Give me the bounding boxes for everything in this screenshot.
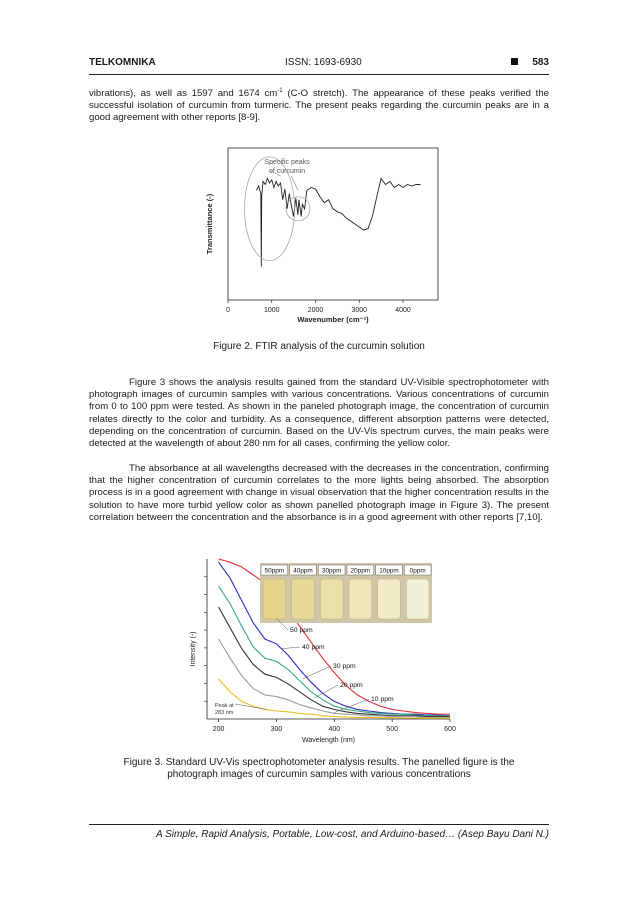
figure-3-caption-line-1: Figure 3. Standard UV-Vis spectrophotometer analysis results. The panelled figure is the <box>123 757 515 768</box>
x-tick-label: 500 <box>386 726 398 733</box>
figure-2-caption: Figure 2. FTIR analysis of the curcumin solution <box>213 341 425 352</box>
x-tick-label: 200 <box>212 726 225 733</box>
square-bullet-icon <box>511 58 518 65</box>
paragraph-1 <box>89 88 549 125</box>
x-tick-label: 600 <box>444 726 456 733</box>
x-tick-label: 3000 <box>351 307 368 314</box>
curve-label: 20 ppm <box>340 682 363 689</box>
sample-vial <box>263 579 286 619</box>
x-tick-label: 1000 <box>263 307 280 314</box>
page-number-group <box>511 57 549 68</box>
figure-3-caption <box>89 757 549 780</box>
plot-frame <box>228 148 438 300</box>
issn: ISSN: 1693-6930 <box>285 57 362 68</box>
sample-vial <box>406 579 429 619</box>
paragraph-3: The absorbance at all wavelengths decreased with the decreases in the concentration, confirming that the higher concentration of curcumin correlates to the more lights being absorbed. The absorption process is in a good agreement with change in visual observation that the higher concentration results in the solution to have more turbid yellow color as shown panelled photograph image in Figure 3). The present correlation between the concentration and the absorbance is in a good agreement with other reports [7,10]. <box>89 463 549 523</box>
page-number: 583 <box>532 57 549 68</box>
vial-label: 0ppm <box>409 567 426 575</box>
peak-note-line-1: Peak at <box>215 703 234 709</box>
peak-note-line-2: 283 nm <box>215 710 234 716</box>
curve-label: 50 ppm <box>290 627 313 634</box>
vial-label: 10ppm <box>379 567 399 575</box>
curve-label: 40 ppm <box>302 644 325 651</box>
x-tick-label: 4000 <box>395 307 411 314</box>
x-axis-label: Wavelength (nm) <box>301 737 356 744</box>
annotation-line-1: Specific peaks <box>264 159 310 166</box>
curve-label: 30 ppm <box>333 663 356 670</box>
sample-vial <box>349 579 372 619</box>
superscript: -1 <box>277 87 283 94</box>
footer-rule <box>89 824 549 825</box>
header-rule <box>89 74 549 75</box>
paragraph-1-part-b: (C-O stretch). The appearance of these peaks verified the successful isolation of curcumin from turmeric. The present peaks regarding the curcumin peaks are in a good agreement with other reports [8-9]. <box>89 88 549 124</box>
sample-vial <box>378 579 401 619</box>
vial-label: 30ppm <box>321 567 342 575</box>
annotation-line-2: of curcumin <box>268 168 306 175</box>
x-tick-label: 2000 <box>307 307 324 314</box>
sample-vial <box>320 579 343 619</box>
vial-label: 40ppm <box>293 567 313 575</box>
running-header <box>89 57 549 73</box>
figure-3-uvvis-chart <box>185 555 460 750</box>
x-tick-label: 0 <box>226 307 230 314</box>
paragraph-2: Figure 3 shows the analysis results gained from the standard UV-Visible spectrophotometer with photograph images of curcumin samples with various concentrations. Various concentrations of curcumin from 0 to 100 ppm were tested. As shown in the paneled photograph image, the concentration of curcumin relates directly to the color and turbidity. As a consequence, different absorption patterns were detected, depending on the concentration of curcumin. Based on the UV-Vis spectrum curves, the main peaks were detected at the wavelength of about 280 nm for all cases, confirming the yellow color. <box>89 377 549 450</box>
vial-label: 50ppm <box>264 567 285 575</box>
figure-3-caption-line-2: photograph images of curcumin samples with various concentrations <box>167 769 471 780</box>
y-axis-label: Intensity (-) <box>190 631 197 667</box>
series-line-curcumin <box>256 178 420 266</box>
x-tick-label: 300 <box>270 726 283 733</box>
sample-vial <box>292 579 315 619</box>
paragraph-1-part-a: vibrations), as well as 1597 and 1674 cm <box>89 88 278 99</box>
journal-name: TELKOMNIKA <box>89 57 156 68</box>
running-footer: A Simple, Rapid Analysis, Portable, Low-cost, and Arduino-based… (Asep Bayu Dani N.) <box>156 829 549 840</box>
y-axis-label: Transmittance (-) <box>205 193 214 255</box>
curve-label: 10 ppm <box>371 696 394 703</box>
figure-2-ftir-chart <box>200 140 450 330</box>
x-tick-label: 400 <box>328 726 341 733</box>
x-axis-label: Wavenumber (cm⁻¹) <box>297 315 369 324</box>
vial-label: 20ppm <box>350 567 371 575</box>
